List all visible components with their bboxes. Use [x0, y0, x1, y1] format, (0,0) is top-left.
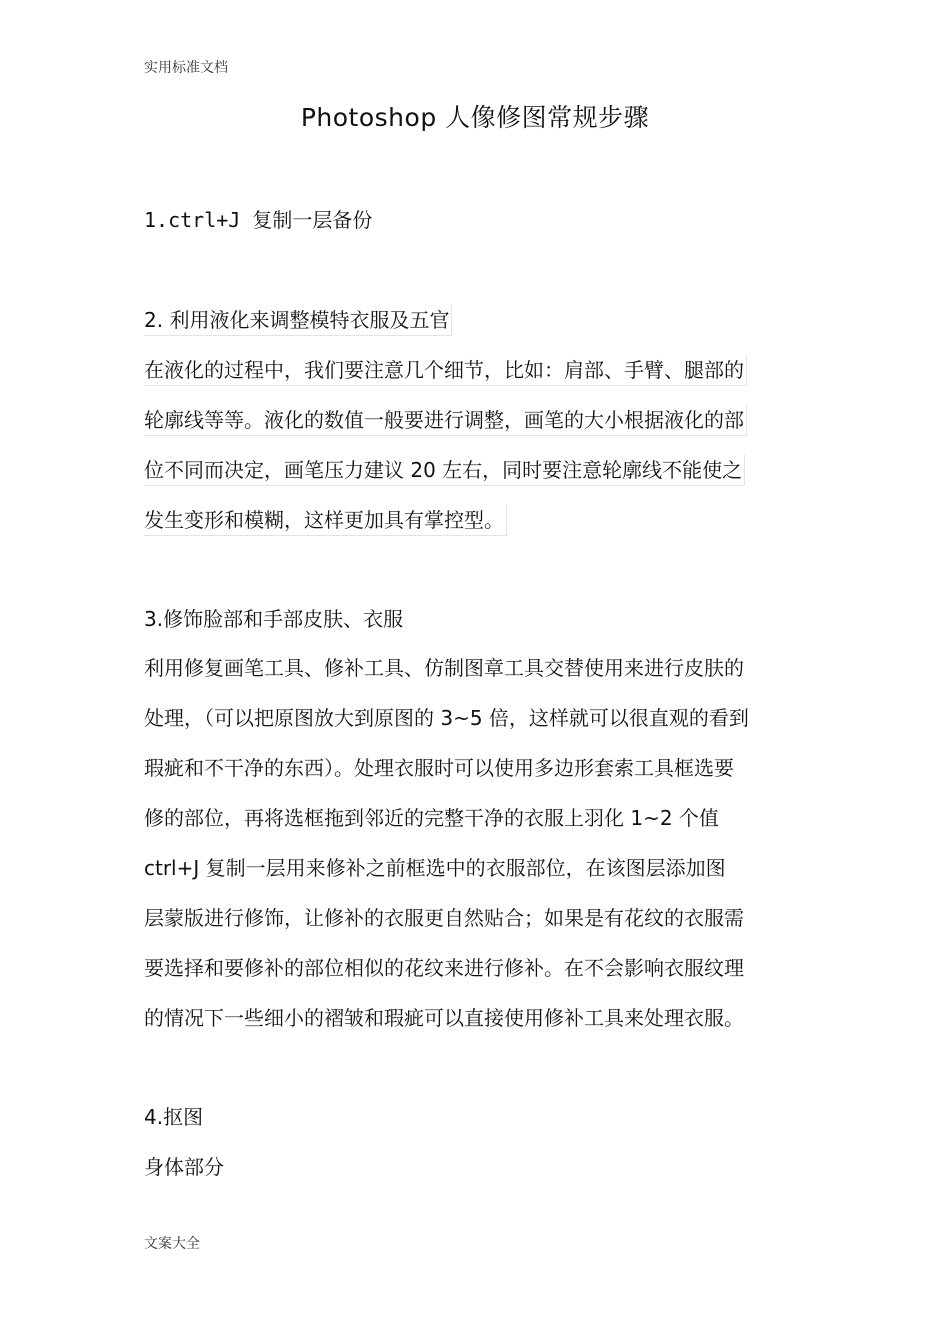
section-3-line-7: 要选择和要修补的部位相似的花纹来进行修补。在不会影响衣服纹理	[144, 956, 744, 980]
section-3-line-6: 层蒙版进行修饰，让修补的衣服更自然贴合；如果是有花纹的衣服需	[144, 906, 744, 930]
section-2-heading: 2. 利用液化来调整模特衣服及五官	[144, 305, 452, 336]
document-title: Photoshop 人像修图常规步骤	[300, 103, 650, 132]
section-3-line-2: 处理，（可以把原图放大到原图的 3~5 倍，这样就可以很直观的看到	[144, 706, 749, 730]
section-1-heading: 1.ctrl+J 复制一层备份	[144, 208, 373, 232]
section-3-line-3: 瑕疵和不干净的东西）。处理衣服时可以使用多边形套索工具框选要	[144, 756, 734, 780]
section-3-heading: 3.修饰脸部和手部皮肤、衣服	[144, 607, 404, 631]
section-2-line-3: 位不同而决定，画笔压力建议 20 左右，同时要注意轮廓线不能使之	[144, 455, 745, 486]
section-4-heading: 4.抠图	[144, 1105, 204, 1129]
section-2-line-1: 在液化的过程中，我们要注意几个细节，比如：肩部、手臂、腿部的	[144, 355, 747, 386]
section-2-line-2: 轮廓线等等。液化的数值一般要进行调整，画笔的大小根据液化的部	[144, 405, 747, 436]
section-3-line-8: 的情况下一些细小的褶皱和瑕疵可以直接使用修补工具来处理衣服。	[144, 1006, 744, 1030]
page-footer: 文案大全	[144, 1236, 200, 1252]
section-3-line-4: 修的部位，再将选框拖到邻近的完整干净的衣服上羽化 1~2 个值	[144, 806, 719, 830]
section-4-line-1: 身体部分	[144, 1155, 224, 1179]
section-3-line-1: 利用修复画笔工具、修补工具、仿制图章工具交替使用来进行皮肤的	[144, 656, 744, 680]
section-2-line-4: 发生变形和模糊，这样更加具有掌控型。	[144, 505, 507, 536]
page-header: 实用标准文档	[144, 60, 228, 76]
section-3-line-5: ctrl+J 复制一层用来修补之前框选中的衣服部位，在该图层添加图	[144, 856, 726, 880]
